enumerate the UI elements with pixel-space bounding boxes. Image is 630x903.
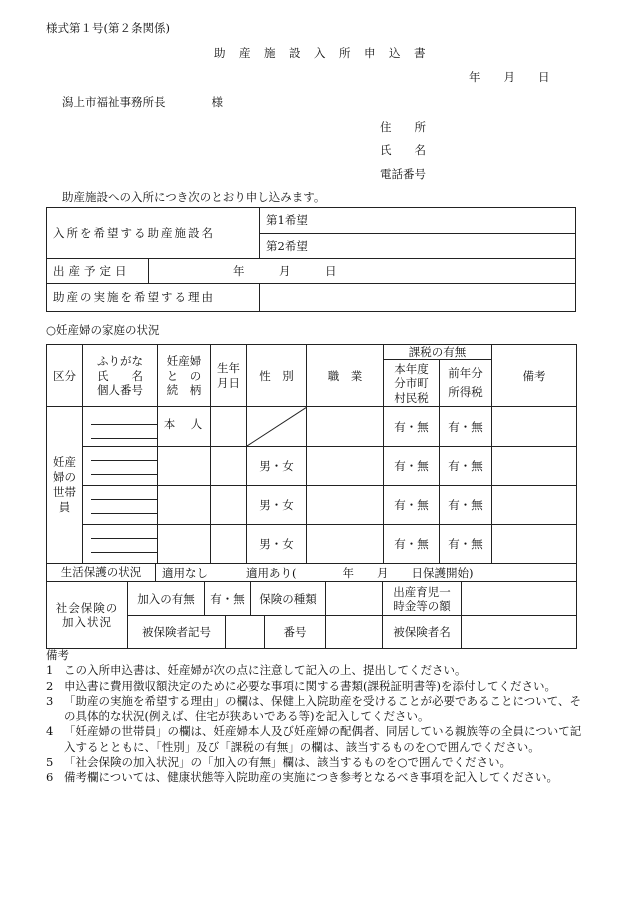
header-tax-prev: 前年分 所得税 xyxy=(440,360,492,407)
diagonal-slash xyxy=(247,407,307,446)
sex-option[interactable]: 男・女 xyxy=(247,447,307,486)
member-name-cell[interactable] xyxy=(83,486,158,525)
applicant-phone-label: 電話番号 xyxy=(380,167,426,181)
remarks-cell[interactable] xyxy=(492,525,577,564)
intro-text: 助産施設への入所につき次のとおり申し込みます。 xyxy=(62,190,326,204)
header-remarks: 備考 xyxy=(492,345,577,407)
remarks-cell[interactable] xyxy=(492,447,577,486)
due-date-label: 出産予定日 xyxy=(47,259,149,283)
header-name: ふりがな 氏 名 個人番号 xyxy=(83,345,158,407)
facility-choice-2[interactable]: 第2希望 xyxy=(260,234,576,259)
header-kubun: 区分 xyxy=(47,345,83,407)
tax-prev-option[interactable]: 有・無 xyxy=(440,525,492,564)
remarks-cell[interactable] xyxy=(492,486,577,525)
applicant-name-label: 氏 名 xyxy=(380,143,426,157)
date-line: 年 月 日 xyxy=(469,70,550,84)
header-relation: 妊産婦 と の 続 柄 xyxy=(158,345,211,407)
childbirth-allowance-field[interactable] xyxy=(462,582,576,615)
occupation-cell[interactable] xyxy=(307,407,384,447)
header-sex: 性 別 xyxy=(247,345,307,407)
notes-title: 備考 xyxy=(46,648,69,662)
welfare-not-applied[interactable]: 適用なし xyxy=(162,565,208,580)
birthdate-cell[interactable] xyxy=(211,486,247,525)
member-name-cell[interactable] xyxy=(83,447,158,486)
sex-option[interactable]: 男・女 xyxy=(247,525,307,564)
facility-choice-1[interactable]: 第1希望 xyxy=(260,208,576,234)
insured-number-field[interactable] xyxy=(326,616,383,648)
page-title: 助 産 施 設 入 所 申 込 書 xyxy=(214,46,427,60)
reason-label: 助産の実施を希望する理由 xyxy=(47,284,260,312)
tax-current-option[interactable]: 有・無 xyxy=(384,486,440,525)
due-date-value[interactable]: 年 月 日 xyxy=(233,263,337,278)
insurance-label: 社会保険の 加入状況 xyxy=(47,582,128,648)
member-name-cell[interactable] xyxy=(83,407,158,447)
relation-self: 本 人 xyxy=(158,407,211,447)
applicant-address-label: 住 所 xyxy=(380,120,426,134)
welfare-label: 生活保護の状況 xyxy=(47,564,156,581)
header-occupation: 職 業 xyxy=(307,345,384,407)
addressee: 潟上市福祉事務所長 様 xyxy=(62,95,223,109)
insured-name-label: 被保険者名 xyxy=(383,616,462,648)
insurance-type-field[interactable] xyxy=(326,582,383,615)
insured-symbol-label: 被保険者記号 xyxy=(128,616,226,648)
tax-current-option[interactable]: 有・無 xyxy=(384,447,440,486)
header-tax-current: 本年度 分市町 村民税 xyxy=(384,360,440,407)
note-item: 5 「社会保険の加入状況」の「加入の有無」欄は、該当するものを○で囲んでください。 xyxy=(46,755,512,770)
insured-number-label: 番号 xyxy=(265,616,326,648)
join-label: 加入の有無 xyxy=(128,582,205,615)
facility-label: 入所を希望する助産施設名 xyxy=(47,208,260,259)
due-date-row xyxy=(47,259,576,284)
note-item: 6 備考欄については、健康状態等入院助産の実施につき参考となるべき事項を記入してください。 xyxy=(46,770,559,785)
household-members-label: 妊産 婦の 世帯 員 xyxy=(47,407,83,564)
notes-section xyxy=(46,648,592,786)
note-item: 2 申込書に費用徴収額決定のために必要な事項に関する書類(課税証明書等)を添付してください。 xyxy=(46,678,556,693)
note-item: 3 「助産の実施を希望する理由」の欄は、保健上入院助産を受けることが必要であることについて、その具体的な状況(例えば、住宅が狭あいである等)を記入してください。 xyxy=(46,693,582,724)
insurance-section xyxy=(47,582,577,649)
household-heading: ○妊産婦の家庭の状況 xyxy=(46,323,160,337)
form-number: 様式第１号(第２条関係) xyxy=(46,21,170,35)
insured-name-field[interactable] xyxy=(462,616,576,648)
relation-cell[interactable] xyxy=(158,486,211,525)
note-item: 4 「妊産婦の世帯員」の欄は、妊産婦本人及び妊産婦の配偶者、同居している親族等の全員について記入するとともに、「性別」及び「課税の有無」の欄は、該当するものを○で囲んでください。 xyxy=(46,724,582,754)
tax-current-option[interactable]: 有・無 xyxy=(384,407,440,447)
relation-cell[interactable] xyxy=(158,525,211,564)
remarks-cell[interactable] xyxy=(492,407,577,447)
childbirth-allowance-label: 出産育児一 時金等の額 xyxy=(383,582,462,615)
sex-option[interactable]: 男・女 xyxy=(247,486,307,525)
reason-field[interactable] xyxy=(260,284,576,312)
welfare-applied[interactable]: 適用あり( 年 月 日保護開始) xyxy=(246,565,474,580)
birthdate-cell[interactable] xyxy=(211,525,247,564)
birthdate-cell[interactable] xyxy=(211,407,247,447)
member-name-cell[interactable] xyxy=(83,525,158,564)
occupation-cell[interactable] xyxy=(307,486,384,525)
occupation-cell[interactable] xyxy=(307,447,384,486)
tax-prev-option[interactable]: 有・無 xyxy=(440,407,492,447)
note-item: 1 この入所申込書は、妊産婦が次の点に注意して記入の上、提出してください。 xyxy=(46,663,467,678)
occupation-cell[interactable] xyxy=(307,525,384,564)
insured-symbol-field[interactable] xyxy=(226,616,265,648)
header-birthdate: 生年 月日 xyxy=(211,345,247,407)
welfare-row xyxy=(47,564,577,582)
sex-not-applicable xyxy=(247,407,307,447)
tax-prev-option[interactable]: 有・無 xyxy=(440,447,492,486)
header-tax: 課税の有無 xyxy=(384,345,492,360)
tax-current-option[interactable]: 有・無 xyxy=(384,525,440,564)
join-option[interactable]: 有・無 xyxy=(205,582,251,615)
application-table xyxy=(46,207,576,312)
birthdate-cell[interactable] xyxy=(211,447,247,486)
relation-cell[interactable] xyxy=(158,447,211,486)
insurance-type-label: 保険の種類 xyxy=(251,582,326,615)
tax-prev-option[interactable]: 有・無 xyxy=(440,486,492,525)
household-table xyxy=(46,344,577,649)
